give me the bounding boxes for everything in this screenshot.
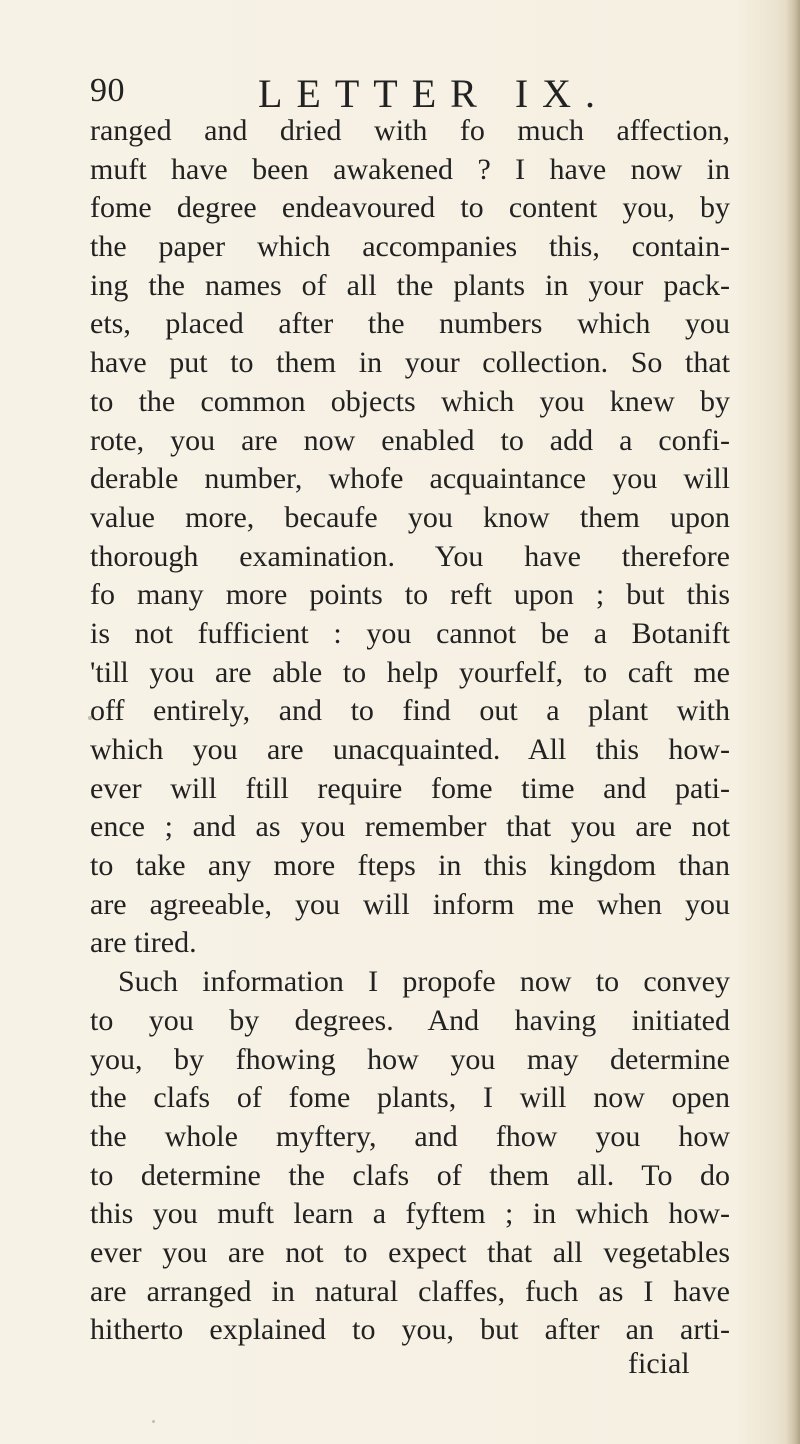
text-line: are agreeable, you will inform me when you — [90, 887, 730, 921]
text-line: have put to them in your collection. So that — [90, 346, 730, 380]
body-text — [90, 112, 730, 1350]
text-line: muft have been awakened ? I have now in — [90, 152, 730, 186]
text-line: the paper which accompanies this, contain- — [90, 230, 730, 264]
text-line: derable number, whofe acquaintance you will — [90, 462, 730, 496]
text-line: this you muft learn a fyftem ; in which how- — [90, 1197, 730, 1231]
text-line: hitherto explained to you, but after an arti- — [90, 1313, 730, 1347]
page-edge-shadow — [786, 0, 800, 1444]
text-line: to the common objects which you knew by — [90, 384, 730, 418]
text-line: rote, you are now enabled to add a confi- — [90, 423, 730, 457]
running-head: LETTER IX. — [258, 71, 610, 116]
text-line: the clafs of fome plants, I will now open — [90, 1081, 730, 1115]
text-line: are arranged in natural claffes, fuch as I have — [90, 1274, 730, 1308]
text-line: to you by degrees. And having initiated — [90, 1003, 730, 1037]
text-line: ever will ftill require fome time and pati- — [90, 771, 730, 805]
text-line: ever you are not to expect that all vegetables — [90, 1235, 730, 1269]
page-header — [90, 70, 730, 118]
catchword: ficial — [628, 1347, 690, 1380]
text-line: to determine the clafs of them all. To do — [90, 1158, 730, 1192]
text-line: fome degree endeavoured to content you, by — [90, 191, 730, 225]
paper-speck — [152, 1420, 155, 1423]
text-line: fo many more points to reft upon ; but this — [90, 578, 730, 612]
page-number: 90 — [90, 72, 125, 109]
text-line: ence ; and as you remember that you are not — [90, 810, 730, 844]
text-line: ets, placed after the numbers which you — [90, 307, 730, 341]
text-line: you, by fhowing how you may determine — [90, 1042, 730, 1076]
paragraph-start-line: Such information I propofe now to convey — [118, 965, 730, 999]
text-line: is not fufficient : you cannot be a Botanift — [90, 616, 730, 650]
text-line: the whole myftery, and fhow you how — [90, 1119, 730, 1153]
text-line: 'till you are able to help yourfelf, to caft me — [90, 655, 730, 689]
text-line: which you are unacquainted. All this how- — [90, 733, 730, 766]
text-line: ranged and dried with fo much affection, — [90, 114, 730, 147]
text-line: thorough examination. You have therefore — [90, 539, 730, 573]
text-line: off entirely, and to find out a plant with — [90, 694, 730, 728]
text-line: ing the names of all the plants in your pack- — [90, 268, 730, 302]
paper-speck — [88, 716, 92, 720]
text-line: to take any more fteps in this kingdom than — [90, 849, 730, 883]
text-line: value more, becaufe you know them upon — [90, 500, 730, 534]
paragraph-end-line: are tired. — [90, 926, 197, 960]
